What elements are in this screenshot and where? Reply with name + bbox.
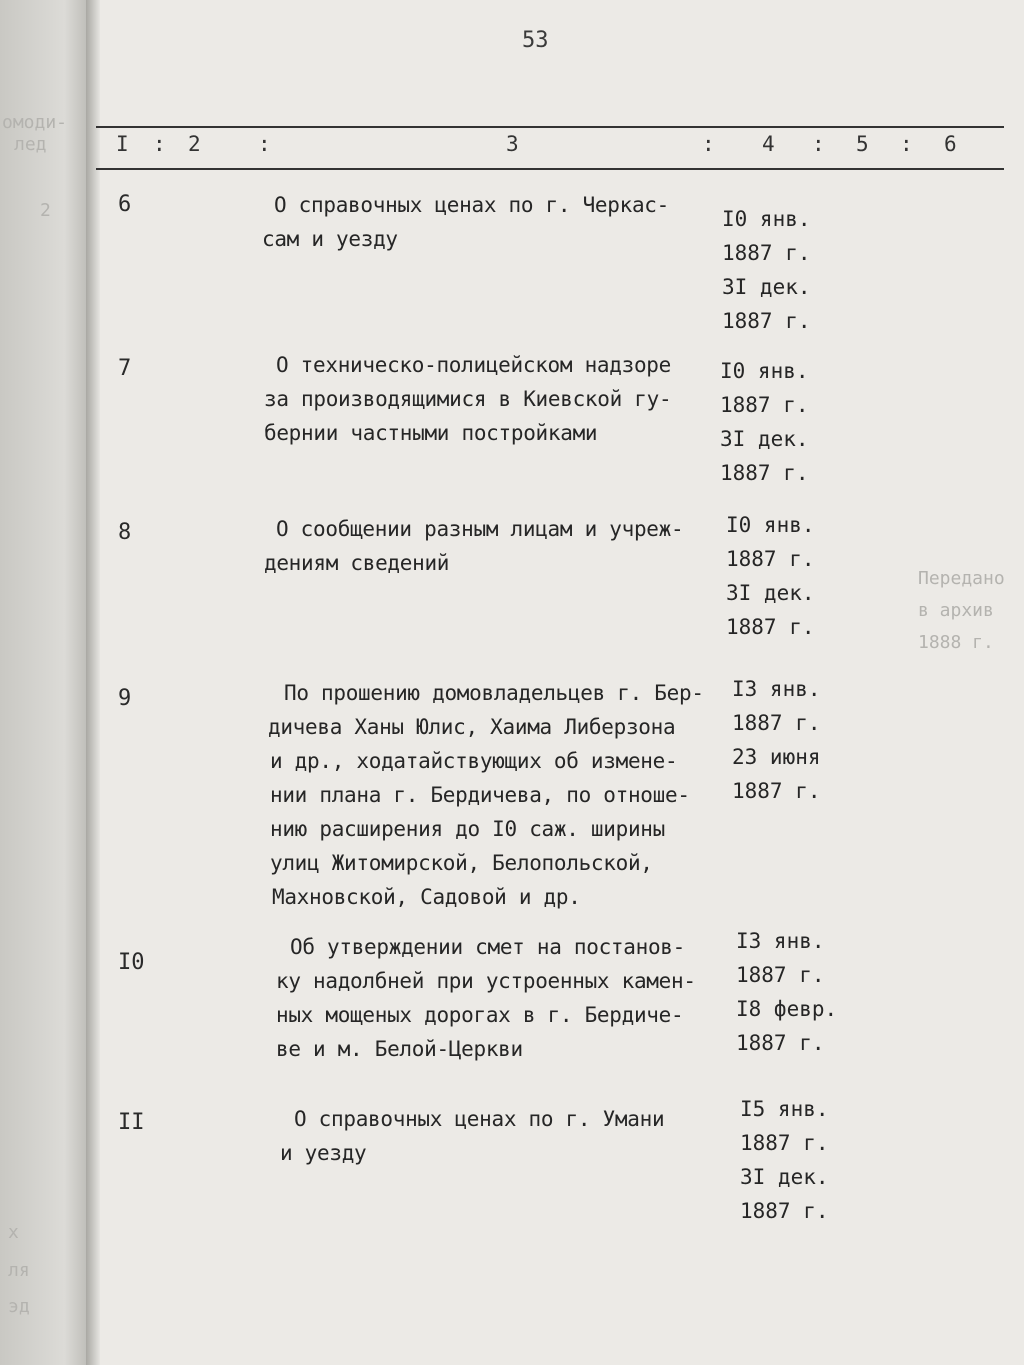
- end-date: I8 февр.: [736, 997, 838, 1021]
- bleed-text: лед: [14, 134, 47, 155]
- end-year: 1887 г.: [720, 461, 809, 485]
- date-range: [740, 1092, 860, 1228]
- title-line: дениям сведений: [264, 551, 450, 575]
- end-date: 3I дек.: [720, 427, 809, 451]
- table-header-top-rule: [96, 126, 1004, 128]
- title-line: за производящимися в Киевской гу-: [264, 387, 672, 411]
- file-title: [264, 348, 726, 450]
- file-title: [268, 676, 734, 914]
- column-header-6: 6: [944, 132, 957, 156]
- title-line: нию расширения до I0 саж. ширины: [270, 817, 665, 841]
- start-year: 1887 г.: [732, 711, 821, 735]
- row-number: 7: [118, 356, 132, 381]
- title-line: О техническо-полицейском надзоре: [276, 353, 671, 377]
- row-number: I0: [118, 950, 145, 975]
- date-range: [726, 508, 846, 644]
- column-header-5: 5: [856, 132, 869, 156]
- column-header-2: 2: [188, 132, 201, 156]
- title-line: дичева Ханы Юлис, Хаима Либерзона: [268, 715, 676, 739]
- title-line: О справочных ценах по г. Умани: [294, 1107, 665, 1131]
- row-number: II: [118, 1110, 145, 1135]
- start-date: I3 янв.: [732, 677, 821, 701]
- title-line: Махновской, Садовой и др.: [272, 885, 581, 909]
- end-year: 1887 г.: [740, 1199, 829, 1223]
- book-gutter: [86, 0, 100, 1365]
- column-header-3: 3: [506, 132, 519, 156]
- bleed-text: в архив: [918, 600, 994, 621]
- start-date: I0 янв.: [722, 207, 811, 231]
- title-line: ве и м. Белой-Церкви: [276, 1037, 523, 1061]
- end-year: 1887 г.: [732, 779, 821, 803]
- column-separator: :: [153, 132, 166, 156]
- bleed-text: 1888 г.: [918, 632, 994, 653]
- title-line: Об утверждении смет на постанов-: [290, 935, 685, 959]
- start-date: I3 янв.: [736, 929, 825, 953]
- title-line: и др., ходатайствующих об измене-: [270, 749, 678, 773]
- start-year: 1887 г.: [736, 963, 825, 987]
- row-number: 8: [118, 520, 132, 545]
- title-line: улиц Житомирской, Белопольской,: [270, 851, 653, 875]
- bleed-text: х: [8, 1222, 19, 1243]
- bleed-text: ля: [8, 1260, 30, 1281]
- end-year: 1887 г.: [736, 1031, 825, 1055]
- column-separator: :: [258, 132, 271, 156]
- title-line: ных мощеных дорогах в г. Бердиче-: [276, 1003, 684, 1027]
- end-date: 3I дек.: [722, 275, 811, 299]
- date-range: [720, 354, 840, 490]
- bleed-text: эд: [8, 1296, 30, 1317]
- title-line: нии плана г. Бердичева, по отноше-: [270, 783, 690, 807]
- page-number: 53: [522, 28, 549, 53]
- table-header-bottom-rule: [96, 168, 1004, 170]
- column-separator: :: [812, 132, 825, 156]
- title-line: По прошению домовладельцев г. Бер-: [284, 681, 704, 705]
- title-line: и уезду: [280, 1141, 367, 1165]
- bleed-text: 2: [40, 200, 51, 221]
- file-title: [276, 930, 740, 1066]
- row-number: 6: [118, 192, 132, 217]
- start-date: I5 янв.: [740, 1097, 829, 1121]
- end-date: 3I дек.: [726, 581, 815, 605]
- title-line: ку надолбней при устроенных камен-: [276, 969, 696, 993]
- end-date: 3I дек.: [740, 1165, 829, 1189]
- column-separator: :: [702, 132, 715, 156]
- start-year: 1887 г.: [740, 1131, 829, 1155]
- file-title: [262, 188, 724, 256]
- start-year: 1887 г.: [726, 547, 815, 571]
- file-title: [264, 512, 726, 580]
- file-title: [280, 1102, 744, 1170]
- start-date: I0 янв.: [726, 513, 815, 537]
- end-date: 23 июня: [732, 745, 821, 769]
- date-range: [722, 202, 842, 338]
- title-line: бернии частными постройками: [264, 421, 598, 445]
- date-range: [732, 672, 852, 808]
- title-line: О справочных ценах по г. Черкас-: [274, 193, 669, 217]
- title-line: О сообщении разным лицам и учреж-: [276, 517, 684, 541]
- bleed-text: омоди-: [2, 112, 68, 133]
- title-line: сам и уезду: [262, 227, 398, 251]
- start-year: 1887 г.: [722, 241, 811, 265]
- column-header-1: I: [116, 132, 129, 156]
- date-range: [736, 924, 856, 1060]
- column-header-4: 4: [762, 132, 775, 156]
- column-separator: :: [900, 132, 913, 156]
- bleed-text: Передано: [918, 568, 1005, 589]
- start-date: I0 янв.: [720, 359, 809, 383]
- end-year: 1887 г.: [722, 309, 811, 333]
- start-year: 1887 г.: [720, 393, 809, 417]
- row-number: 9: [118, 686, 132, 711]
- end-year: 1887 г.: [726, 615, 815, 639]
